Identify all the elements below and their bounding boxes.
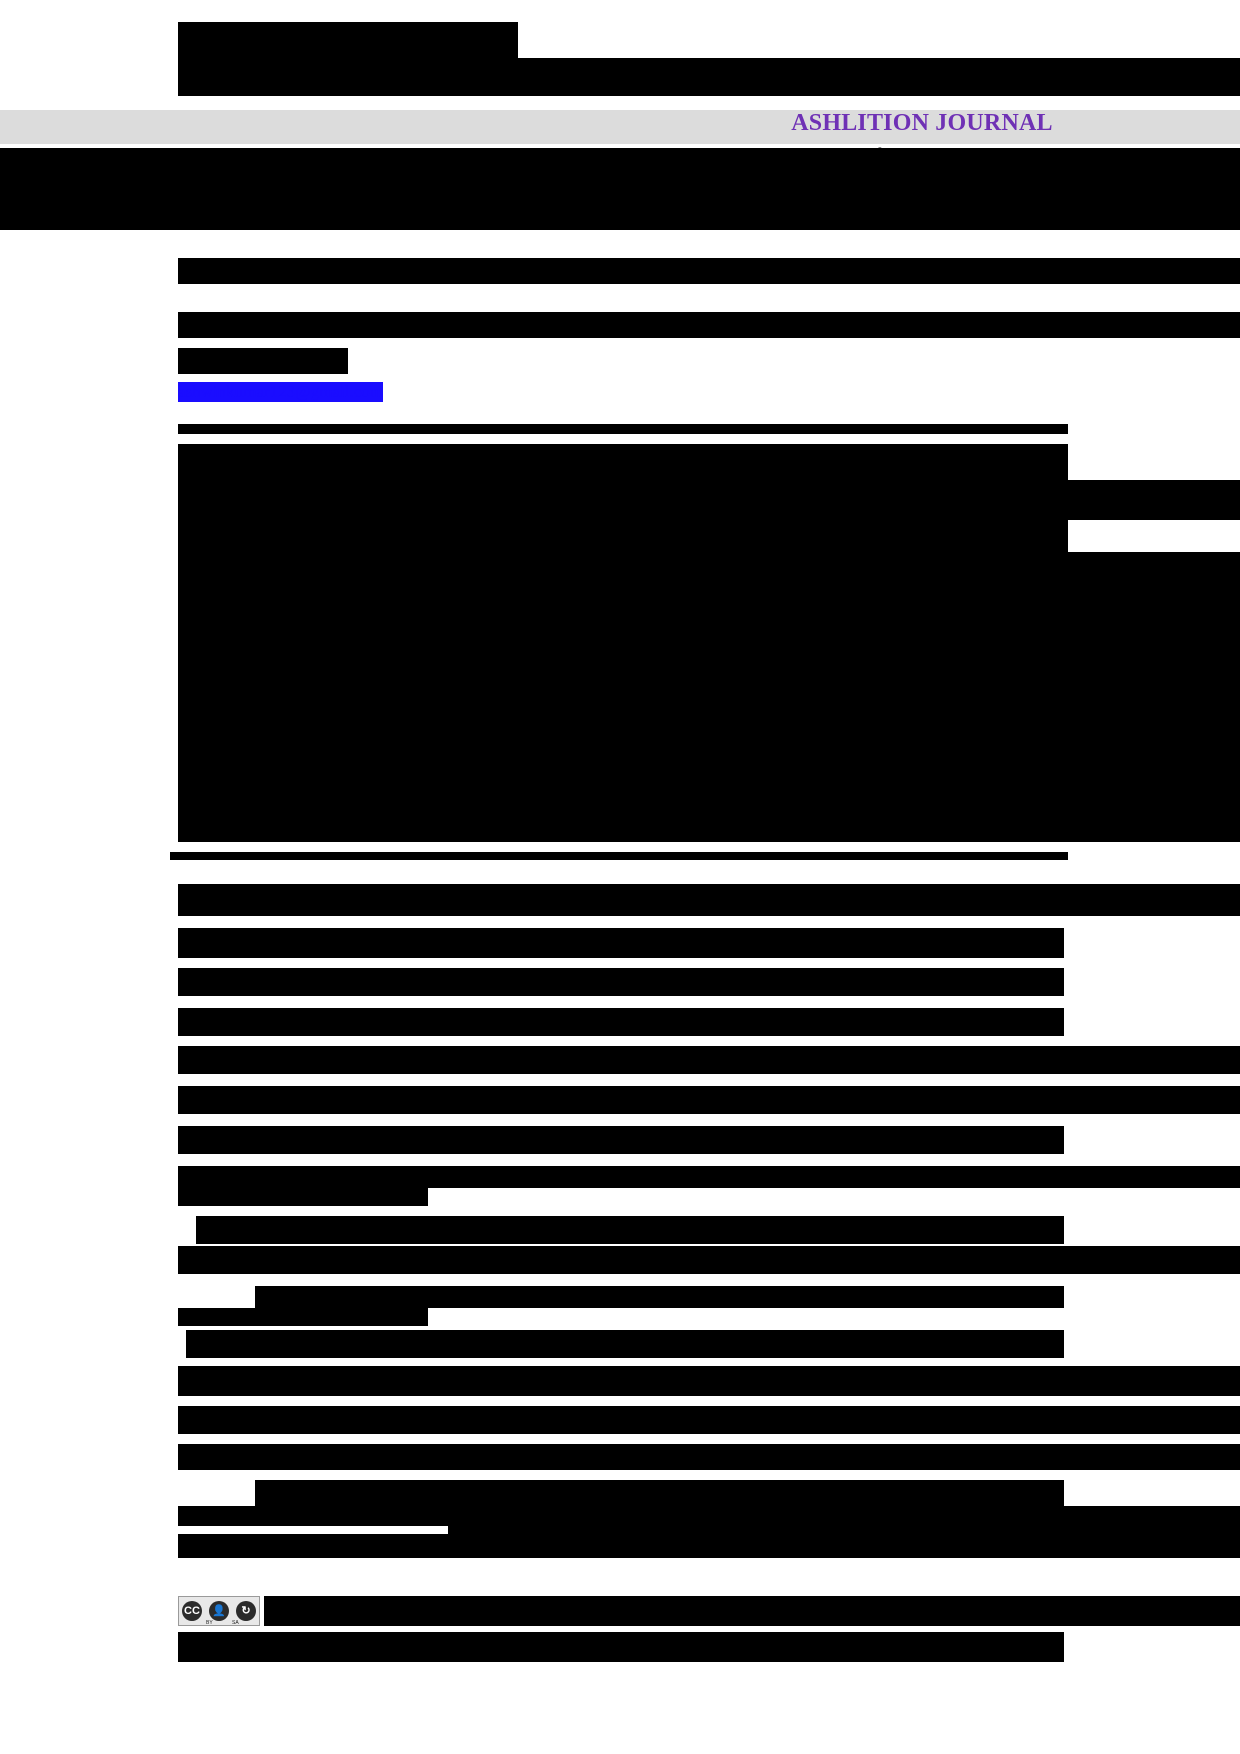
- redaction-bar: [178, 22, 518, 62]
- cc-sa-icon: ↻: [236, 1601, 256, 1621]
- cc-by-icon: 👤: [209, 1601, 229, 1621]
- cc-icon: CC: [182, 1601, 202, 1621]
- redaction-bar: [178, 1632, 1064, 1662]
- redaction-bar: [264, 1596, 1240, 1626]
- redaction-bar: [255, 1286, 1064, 1308]
- redaction-bar: [178, 1506, 1240, 1526]
- redaction-bar: [178, 424, 1068, 432]
- redaction-bar: [178, 1308, 428, 1326]
- redaction-bar: [178, 444, 1068, 480]
- redaction-bar: [178, 1008, 1064, 1036]
- redaction-bar: [178, 928, 1064, 958]
- redaction-bar: [186, 1330, 1064, 1358]
- redaction-bar: [0, 148, 1240, 230]
- cc-sa-label: SA: [232, 1620, 239, 1626]
- redaction-bar: [178, 312, 1240, 338]
- redaction-bar: [178, 1246, 1240, 1274]
- redaction-bar: [170, 852, 1068, 860]
- creative-commons-badge[interactable]: [178, 1596, 260, 1626]
- redaction-bar: [178, 968, 1064, 996]
- redaction-bar: [196, 1216, 1064, 1244]
- redaction-bar: [448, 1524, 1240, 1558]
- redaction-bar: [178, 1166, 1240, 1188]
- redaction-bar: [178, 58, 1240, 96]
- cc-by-label: BY: [206, 1620, 213, 1626]
- redaction-bar: [178, 552, 1240, 812]
- redaction-bar: [178, 812, 1240, 842]
- redaction-bar: [255, 1480, 1064, 1506]
- redaction-bar: [178, 884, 1240, 916]
- redaction-bar: [178, 520, 1068, 552]
- redaction-bar: [178, 1444, 1240, 1470]
- journal-title: ASHLITION JOURNAL: [791, 110, 1053, 136]
- redaction-bar: [178, 1188, 428, 1206]
- redaction-bar: [178, 1406, 1240, 1434]
- redaction-bar: [178, 1046, 1240, 1074]
- author-email-link[interactable]: ashwinkumar123@gmail.com: [178, 382, 383, 401]
- redaction-bar: [178, 1086, 1240, 1114]
- redaction-bar: [178, 480, 1240, 520]
- redaction-bar: [178, 258, 1240, 284]
- redaction-bar: [178, 348, 348, 374]
- redaction-bar: [178, 1534, 448, 1558]
- redaction-bar: [178, 1126, 1064, 1154]
- redaction-bar: [178, 1366, 1240, 1396]
